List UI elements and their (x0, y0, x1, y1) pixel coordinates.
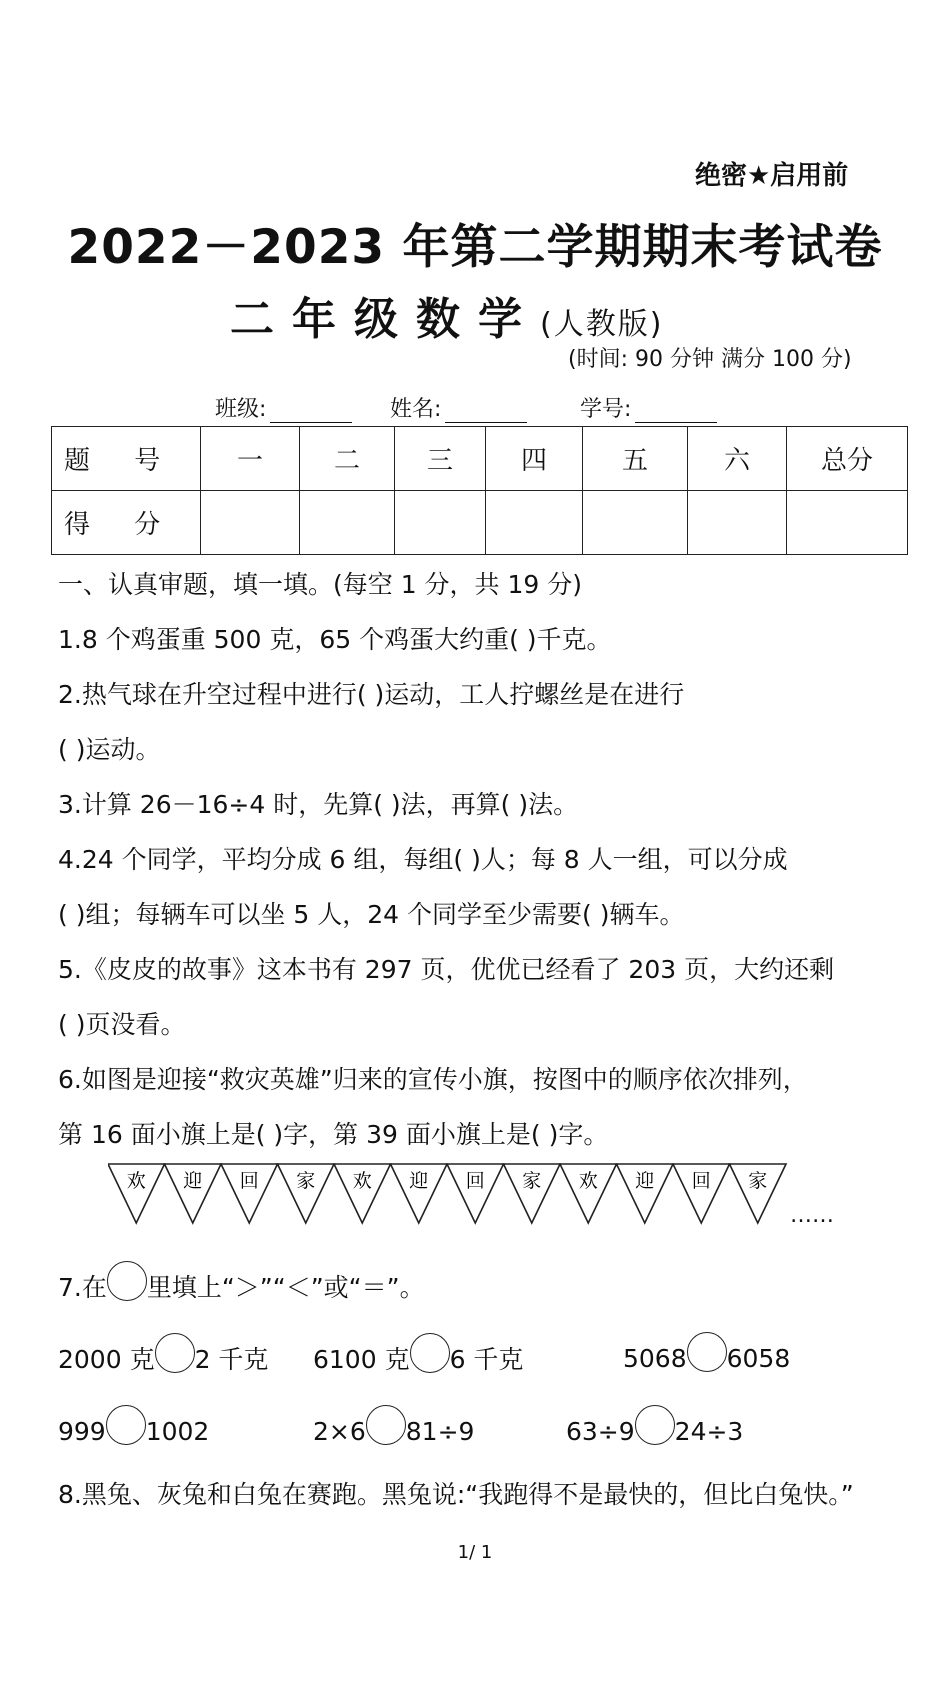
name-label: 姓名: (390, 397, 442, 422)
score-cell-2[interactable] (300, 491, 395, 555)
score-cell-1[interactable] (201, 491, 300, 555)
question-1: 1.8 个鸡蛋重 500 克，65 个鸡蛋大约重( )千克。 (58, 625, 612, 654)
class-blank[interactable] (270, 402, 352, 423)
compare-item-1 (58, 1340, 268, 1381)
compare-circle[interactable] (635, 1405, 675, 1445)
pennant-flag-char: 回 (239, 1170, 259, 1192)
question-6-line1: 6.如图是迎接“救灾英雄”归来的宣传小旗，按图中的顺序依次排列， (58, 1065, 808, 1094)
confidential-mark: 绝密★启用前 (695, 161, 849, 191)
id-blank[interactable] (635, 402, 717, 423)
pennant-flag-char: 家 (748, 1170, 768, 1192)
col-1: 一 (201, 427, 300, 491)
score-cell-4[interactable] (486, 491, 583, 555)
col-5: 五 (583, 427, 688, 491)
question-4-line2: ( )组；每辆车可以坐 5 人，24 个同学至少需要( )辆车。 (58, 900, 685, 929)
compare-left: 999 (58, 1417, 106, 1446)
edition: (人教版) (540, 307, 664, 342)
compare-left: 2000 克 (58, 1345, 155, 1374)
pennant-flag-char: 欢 (578, 1170, 598, 1192)
question-number-label: 题 号 (52, 427, 201, 491)
name-field[interactable] (390, 392, 527, 423)
q7-prefix: 7.在 (58, 1273, 107, 1302)
compare-left: 5068 (623, 1344, 687, 1373)
grade-subject: 二年级数学 (230, 294, 540, 345)
pennant-flag-char: 家 (522, 1170, 542, 1192)
compare-left: 63÷9 (566, 1417, 635, 1446)
compare-item-5 (313, 1413, 474, 1453)
col-6: 六 (688, 427, 787, 491)
question-8: 8.黑兔、灰兔和白兔在赛跑。黑兔说:“我跑得不是最快的，但比白兔快。” (58, 1480, 854, 1509)
question-2-line1: 2.热气球在升空过程中进行( )运动，工人拧螺丝是在进行 (58, 680, 685, 709)
page-number: 1/ 1 (457, 1542, 493, 1563)
pennant-flag-char: 迎 (409, 1170, 429, 1192)
name-blank[interactable] (445, 402, 527, 423)
section-heading: 一、认真审题，填一填。(每空 1 分，共 19 分) (58, 570, 583, 599)
col-2: 二 (300, 427, 395, 491)
score-cell-total[interactable] (787, 491, 908, 555)
exam-subtitle (230, 283, 663, 347)
compare-right: 2 千克 (194, 1345, 269, 1374)
compare-item-3 (623, 1340, 790, 1380)
compare-left: 2×6 (313, 1417, 366, 1446)
score-value-row (52, 491, 908, 555)
class-label: 班级: (215, 397, 267, 422)
compare-item-4 (58, 1413, 209, 1453)
pennant-flag-char: 欢 (126, 1170, 146, 1192)
pennant-flag-char: 回 (691, 1170, 711, 1192)
compare-right: 24÷3 (674, 1417, 744, 1446)
pennant-flag-char: 迎 (183, 1170, 203, 1192)
col-4: 四 (486, 427, 583, 491)
score-header-row (52, 427, 908, 491)
pennant-flag-char: 家 (296, 1170, 316, 1192)
flags-ellipsis: …… (790, 1203, 834, 1228)
score-label: 得 分 (52, 491, 201, 555)
question-4-line1: 4.24 个同学，平均分成 6 组，每组( )人；每 8 人一组，可以分成 (58, 845, 788, 874)
compare-right: 81÷9 (405, 1417, 475, 1446)
compare-circle[interactable] (687, 1332, 727, 1372)
question-5-line2: ( )页没看。 (58, 1010, 186, 1039)
flag-banner (108, 1163, 788, 1225)
compare-left: 6100 克 (313, 1345, 410, 1374)
id-label: 学号: (580, 397, 632, 422)
score-cell-5[interactable] (583, 491, 688, 555)
question-5-line1: 5.《皮皮的故事》这本书有 297 页，优优已经看了 203 页，大约还剩 (58, 955, 835, 984)
compare-circle[interactable] (366, 1405, 406, 1445)
pennant-flag-char: 欢 (352, 1170, 372, 1192)
compare-circle[interactable] (155, 1333, 195, 1373)
pennant-flag-char: 迎 (635, 1170, 655, 1192)
time-info: (时间: 90 分钟 满分 100 分) (568, 347, 852, 372)
col-3: 三 (395, 427, 486, 491)
pennant-flag-char: 回 (465, 1170, 485, 1192)
q7-suffix: 里填上“＞”“＜”或“＝”。 (146, 1273, 425, 1302)
compare-circle[interactable] (106, 1405, 146, 1445)
question-7-instruction (58, 1268, 425, 1309)
id-field[interactable] (580, 392, 717, 423)
compare-item-2 (313, 1340, 523, 1381)
compare-right: 6 千克 (449, 1345, 524, 1374)
question-2-line2: ( )运动。 (58, 735, 161, 764)
score-cell-3[interactable] (395, 491, 486, 555)
compare-item-6 (566, 1413, 743, 1453)
compare-circle[interactable] (410, 1333, 450, 1373)
exam-title: 2022－2023 年第二学期期末考试卷 (67, 220, 883, 275)
question-6-line2: 第 16 面小旗上是( )字，第 39 面小旗上是( )字。 (58, 1120, 609, 1149)
question-3: 3.计算 26－16÷4 时，先算( )法，再算( )法。 (58, 790, 579, 819)
compare-right: 1002 (145, 1417, 210, 1446)
score-cell-6[interactable] (688, 491, 787, 555)
score-table (51, 426, 908, 555)
compare-right: 6058 (726, 1344, 791, 1373)
col-total: 总分 (787, 427, 908, 491)
class-field[interactable] (215, 392, 352, 423)
circle-icon (107, 1261, 147, 1301)
